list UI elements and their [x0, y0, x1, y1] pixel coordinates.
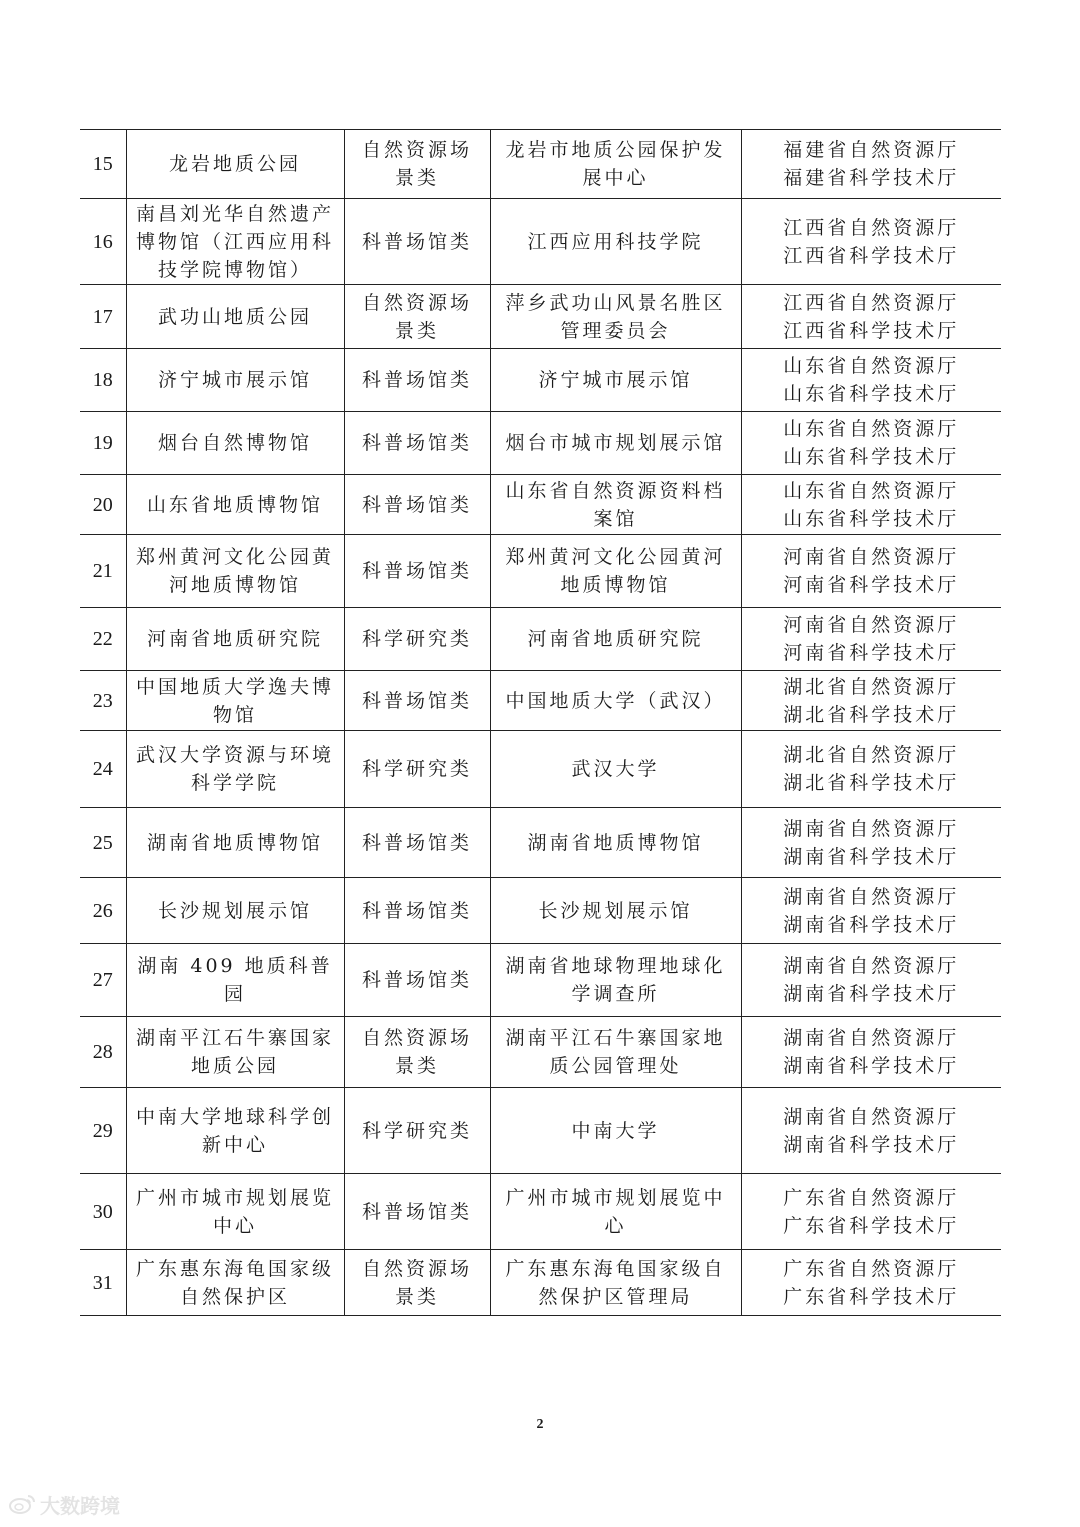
cell-no: 29: [80, 1088, 126, 1174]
cell-category: 科普场馆类: [344, 671, 490, 731]
cell-category: 科学研究类: [344, 1088, 490, 1174]
cell-no: 26: [80, 878, 126, 944]
cell-name: 湖南省地质博物馆: [126, 808, 344, 878]
cell-no: 23: [80, 671, 126, 731]
weibo-logo-icon: [8, 1493, 36, 1515]
cell-dept: 湖南省自然资源厅 湖南省科学技术厅: [741, 878, 1001, 944]
cell-name: 湖南平江石牛寨国家 地质公园: [126, 1017, 344, 1088]
table-row: [80, 285, 1001, 349]
cell-no: 17: [80, 285, 126, 349]
cell-dept: 湖南省自然资源厅 湖南省科学技术厅: [741, 808, 1001, 878]
cell-unit: 广州市城市规划展览中 心: [490, 1174, 741, 1250]
cell-category: 科普场馆类: [344, 944, 490, 1017]
table-row: [80, 731, 1001, 808]
page-number: 2: [536, 1417, 544, 1432]
cell-dept: 广东省自然资源厅 广东省科学技术厅: [741, 1174, 1001, 1250]
cell-unit: 武汉大学: [490, 731, 741, 808]
table-row: [80, 608, 1001, 671]
cell-unit: 江西应用科技学院: [490, 199, 741, 285]
table-row: [80, 535, 1001, 608]
cell-unit: 郑州黄河文化公园黄河 地质博物馆: [490, 535, 741, 608]
cell-dept: 湖北省自然资源厅 湖北省科学技术厅: [741, 731, 1001, 808]
cell-no: 30: [80, 1174, 126, 1250]
table-body: [80, 130, 1001, 1316]
cell-category: 科学研究类: [344, 608, 490, 671]
cell-name: 烟台自然博物馆: [126, 412, 344, 475]
cell-category: 科普场馆类: [344, 199, 490, 285]
cell-name: 山东省地质博物馆: [126, 475, 344, 535]
table-row: [80, 671, 1001, 731]
cell-category: 科普场馆类: [344, 808, 490, 878]
watermark-text: 大数跨境: [40, 1493, 120, 1518]
cell-dept: 江西省自然资源厅 江西省科学技术厅: [741, 199, 1001, 285]
cell-dept: 湖北省自然资源厅 湖北省科学技术厅: [741, 671, 1001, 731]
cell-dept: 湖南省自然资源厅 湖南省科学技术厅: [741, 944, 1001, 1017]
table-row: [80, 1017, 1001, 1088]
cell-no: 15: [80, 130, 126, 199]
watermark: [8, 1490, 120, 1518]
cell-category: 自然资源场 景类: [344, 1250, 490, 1316]
cell-unit: 湖南平江石牛寨国家地 质公园管理处: [490, 1017, 741, 1088]
cell-category: 自然资源场 景类: [344, 130, 490, 199]
cell-no: 25: [80, 808, 126, 878]
unit-list-table: [80, 129, 1001, 1316]
cell-no: 21: [80, 535, 126, 608]
cell-name: 中南大学地球科学创 新中心: [126, 1088, 344, 1174]
cell-no: 24: [80, 731, 126, 808]
cell-name: 郑州黄河文化公园黄 河地质博物馆: [126, 535, 344, 608]
cell-category: 科普场馆类: [344, 475, 490, 535]
cell-unit: 广东惠东海龟国家级自 然保护区管理局: [490, 1250, 741, 1316]
table-row: [80, 1174, 1001, 1250]
cell-category: 科普场馆类: [344, 412, 490, 475]
cell-name: 广州市城市规划展览 中心: [126, 1174, 344, 1250]
cell-unit: 中国地质大学（武汉）: [490, 671, 741, 731]
cell-dept: 山东省自然资源厅 山东省科学技术厅: [741, 412, 1001, 475]
table-row: [80, 808, 1001, 878]
cell-name: 广东惠东海龟国家级 自然保护区: [126, 1250, 344, 1316]
cell-no: 28: [80, 1017, 126, 1088]
cell-no: 27: [80, 944, 126, 1017]
cell-no: 20: [80, 475, 126, 535]
cell-name: 中国地质大学逸夫博 物馆: [126, 671, 344, 731]
table-row: [80, 475, 1001, 535]
cell-name: 湖南 409 地质科普园: [126, 944, 344, 1017]
cell-name: 武功山地质公园: [126, 285, 344, 349]
cell-category: 自然资源场 景类: [344, 1017, 490, 1088]
cell-unit: 河南省地质研究院: [490, 608, 741, 671]
cell-category: 科普场馆类: [344, 878, 490, 944]
cell-dept: 福建省自然资源厅 福建省科学技术厅: [741, 130, 1001, 199]
table-row: [80, 130, 1001, 199]
cell-dept: 河南省自然资源厅 河南省科学技术厅: [741, 608, 1001, 671]
cell-no: 22: [80, 608, 126, 671]
cell-dept: 山东省自然资源厅 山东省科学技术厅: [741, 349, 1001, 412]
cell-unit: 山东省自然资源资料档 案馆: [490, 475, 741, 535]
cell-no: 16: [80, 199, 126, 285]
cell-no: 19: [80, 412, 126, 475]
table-row: [80, 412, 1001, 475]
cell-category: 科普场馆类: [344, 349, 490, 412]
cell-category: 科普场馆类: [344, 1174, 490, 1250]
cell-dept: 山东省自然资源厅 山东省科学技术厅: [741, 475, 1001, 535]
cell-unit: 烟台市城市规划展示馆: [490, 412, 741, 475]
cell-unit: 长沙规划展示馆: [490, 878, 741, 944]
cell-category: 科学研究类: [344, 731, 490, 808]
cell-unit: 萍乡武功山风景名胜区 管理委员会: [490, 285, 741, 349]
cell-name: 济宁城市展示馆: [126, 349, 344, 412]
cell-unit: 湖南省地质博物馆: [490, 808, 741, 878]
cell-dept: 湖南省自然资源厅 湖南省科学技术厅: [741, 1017, 1001, 1088]
cell-dept: 湖南省自然资源厅 湖南省科学技术厅: [741, 1088, 1001, 1174]
cell-name: 南昌刘光华自然遗产 博物馆（江西应用科 技学院博物馆）: [126, 199, 344, 285]
cell-dept: 河南省自然资源厅 河南省科学技术厅: [741, 535, 1001, 608]
cell-name: 龙岩地质公园: [126, 130, 344, 199]
cell-name: 武汉大学资源与环境 科学学院: [126, 731, 344, 808]
cell-category: 科普场馆类: [344, 535, 490, 608]
cell-name: 长沙规划展示馆: [126, 878, 344, 944]
cell-unit: 龙岩市地质公园保护发 展中心: [490, 130, 741, 199]
table-row: [80, 1250, 1001, 1316]
cell-dept: 广东省自然资源厅 广东省科学技术厅: [741, 1250, 1001, 1316]
cell-no: 18: [80, 349, 126, 412]
cell-no: 31: [80, 1250, 126, 1316]
table-row: [80, 878, 1001, 944]
table-row: [80, 199, 1001, 285]
table-row: [80, 349, 1001, 412]
table-row: [80, 1088, 1001, 1174]
cell-name: 河南省地质研究院: [126, 608, 344, 671]
cell-unit: 中南大学: [490, 1088, 741, 1174]
cell-unit: 济宁城市展示馆: [490, 349, 741, 412]
cell-category: 自然资源场 景类: [344, 285, 490, 349]
cell-dept: 江西省自然资源厅 江西省科学技术厅: [741, 285, 1001, 349]
table-row: [80, 944, 1001, 1017]
cell-unit: 湖南省地球物理地球化 学调查所: [490, 944, 741, 1017]
